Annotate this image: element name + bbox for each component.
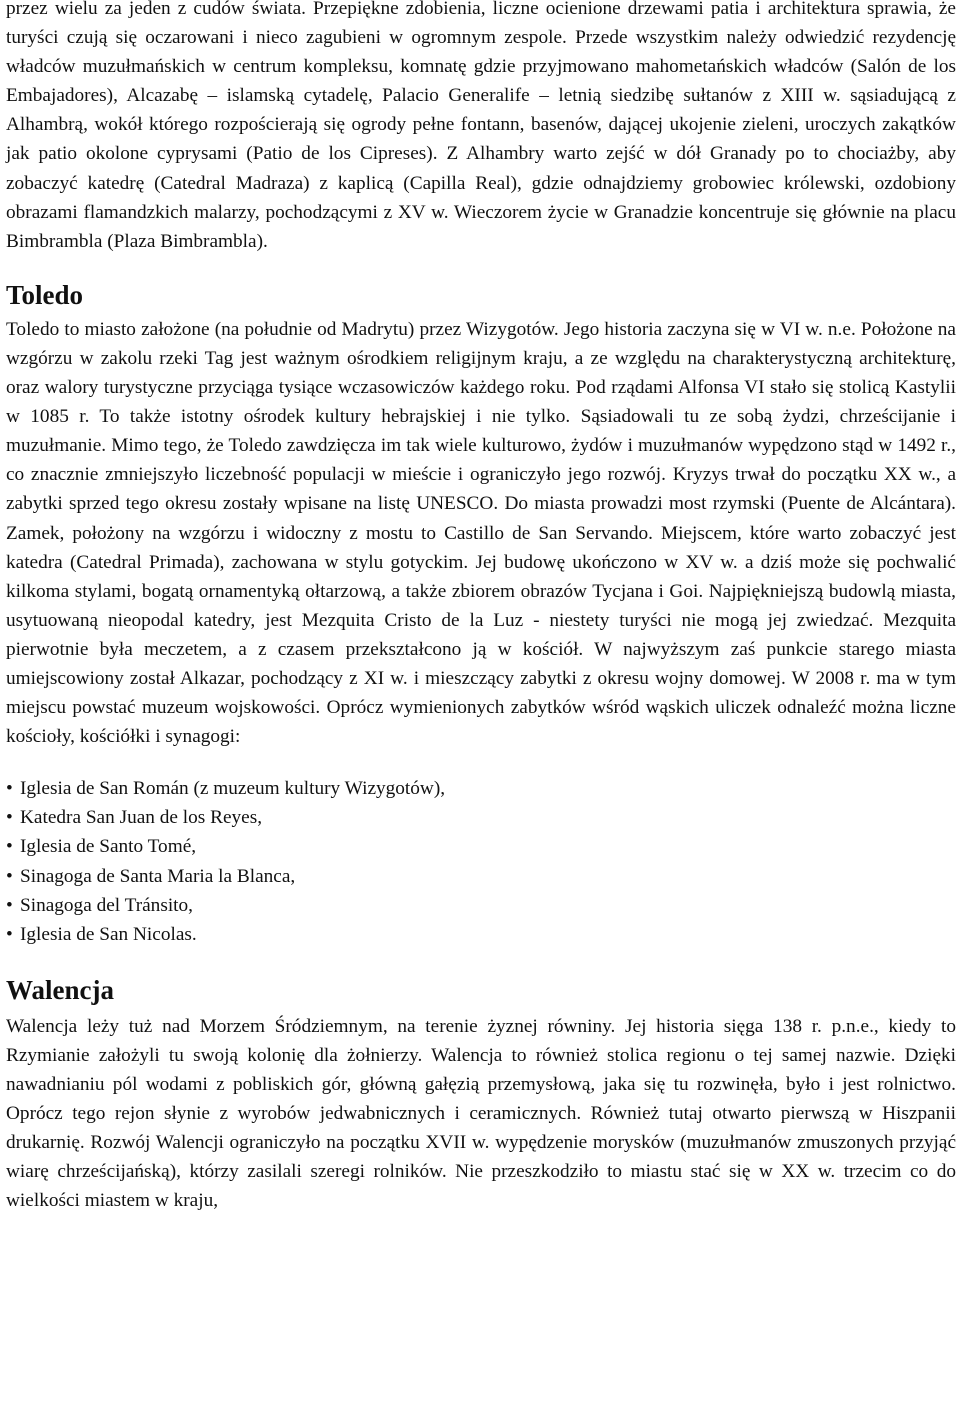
list-item: • Sinagoga del Tránsito, bbox=[6, 891, 956, 920]
list-item: • Katedra San Juan de los Reyes, bbox=[6, 803, 956, 832]
toledo-heading: Toledo bbox=[6, 279, 84, 310]
bullet-icon: • bbox=[6, 894, 13, 916]
bullet-icon: • bbox=[6, 778, 13, 800]
bullet-icon: • bbox=[6, 865, 13, 887]
bullet-icon: • bbox=[6, 836, 13, 858]
walencja-heading: Walencja bbox=[6, 974, 114, 1005]
list-item: • Iglesia de San Román (z muzeum kultury Wizygotów), bbox=[6, 774, 956, 803]
bullet-icon: • bbox=[6, 807, 13, 829]
list-item: • Sinagoga de Santa Maria la Blanca, bbox=[6, 862, 956, 891]
list-item: • Iglesia de San Nicolas. bbox=[6, 920, 956, 949]
document-page bbox=[6, 0, 956, 1215]
walencja-paragraph: Walencja leży tuż nad Morzem Śródziemnym, na terenie żyznej równiny. Jej historia sięga 138 r. p.n.e., kiedy to Rzymianie założyli tu swoją kolonię dla żołnierzy. Walencja to również stolica regionu o tej samej nazwie. Dzięki nawadnianiu pól wodami z pobliskich gór, główną gałęzią przemysłową, jaka się tu rozwinęła, było i jest rolnictwo. Oprócz tego rejon słynie z wyrobów jedwabnicznych i ceramicznych. Również tutaj otwarto pierwszą w Hiszpanii drukarnię. Rozwój Walencji ograniczyło na początku XVII w. wypędzenie morysków (muzułmanów zmuszonych przyjąć wiarę chrześcijańską), którzy zasilali szeregi rolników. Nie przeszkodziło to miastu stać się w XX w. trzecim co do wielkości miastem w kraju, bbox=[6, 1015, 956, 1212]
toledo-monuments-list bbox=[6, 774, 956, 949]
granada-paragraph: przez wielu za jeden z cudów świata. Przepiękne zdobienia, liczne ocienione drzewami patia i architektura sprawia, że turyści czują się oczarowani i nieco zagubieni w ogromnym zespole. Przede wszystkim należy odwiedzić rezydencję władców muzułmańskich w centrum kompleksu, komnatę gdzie przyjmowano mahometańskich władców (Salón de los Embajadores), Alcazabę – islamską cytadelę, Palacio Generalife – letnią siedzibę sułtanów z XIII w. sąsiadującą z Alhambrą, wokół którego rozpościerają się ogrody pełne fontann, basenów, dającej ukojenie zieleni, uroczych zakątków jak patio okolone cyprysami (Patio de los Cipreses). Z Alhambry warto zejść w dół Granady po to chociażby, aby zobaczyć katedrę (Catedral Madraza) z kaplicą (Capilla Real), gdzie odnajdziemy grobowiec królewski, ozdobiony obrazami flamandzkich malarzy, pochodzącymi z XV w. Wieczorem życie w Granadzie koncentruje się głównie na placu Bimbrambla (Plaza Bimbrambla). bbox=[6, 0, 956, 252]
bullet-icon: • bbox=[6, 923, 13, 945]
toledo-paragraph: Toledo to miasto założone (na południe od Madrytu) przez Wizygotów. Jego historia zaczyna się w VI w. n.e. Położone na wzgórzu w zakolu rzeki Tag jest ważnym ośrodkiem religijnym kraju, a ze względu na charakterystyczną architekturę, oraz walory turystyczne przyciąga tysiące wczasowiczów każdego roku. Pod rządami Alfonsa VI stało się stolicą Kastylii w 1085 r. To także istotny ośrodek kultury hebrajskiej i nie tylko. Sąsiadowali tu ze sobą żydzi, chrześcijanie i muzułmanie. Mimo tego, że Toledo zawdzięcza im tak wiele kulturowo, żydów i muzułmanów wypędzono stąd w 1492 r., co znacznie zmniejszyło liczebność populacji w mieście i ograniczyło jego rozwój. Kryzys trwał do początku XX w., a zabytki sprzed tego okresu zostały wpisane na listę UNESCO. Do miasta prowadzi most rzymski (Puente de Alcántara). Zamek, położony na wzgórzu i widoczny z mostu to Castillo de San Servando. Miejscem, które warto zobaczyć jest katedra (Catedral Primada), zachowana w stylu gotyckim. Jej budowę ukończono w XV w. a dziś może się pochwalić kilkoma stylami, bogatą ornamentyką ołtarzową, a także zbiorem obrazów Tycjana i Goi. Najpiękniejszą budowlą miasta, usytuowaną nieopodal katedry, jest Mezquita Cristo de la Luz - niestety turyści nie mogą jej zwiedzać. Mezquita pierwotnie była meczetem, a z czasem przekształcono ją w kościół. W najwyższym zaś punkcie starego miasta umiejscowiony został Alkazar, pochodzący z XI w. i mieszczący zabytki z okresu wojny domowej. W 2008 r. ma w tym miejscu powstać muzeum wojskowości. Oprócz wymienionych zabytków wśród wąskich uliczek odnaleźć można liczne kościoły, kościółki i synagogi: bbox=[6, 318, 956, 748]
list-item: • Iglesia de Santo Tomé, bbox=[6, 832, 956, 861]
